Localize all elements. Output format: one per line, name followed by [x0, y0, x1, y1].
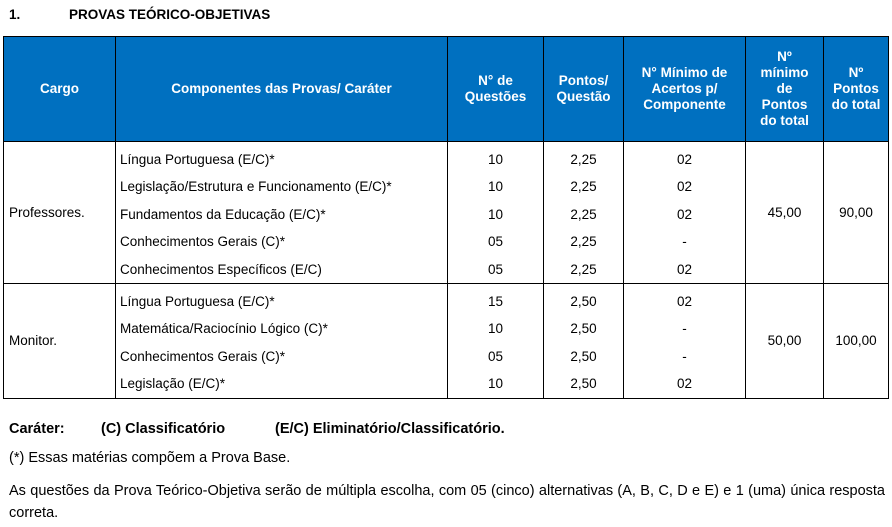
section-title: PROVAS TEÓRICO-OBJETIVAS	[69, 7, 271, 22]
questoes-value: 10	[487, 206, 504, 222]
list-item: Legislação (E/C)*	[120, 376, 226, 392]
legend-eliminatorio: (E/C) Eliminatório/Classificatório.	[275, 421, 505, 437]
pontos-cell	[544, 283, 624, 398]
description-paragraph: As questões da Prova Teórico-Objetiva serão de múltipla escolha, com 05 (cinco) alternativas (A, B, C, D e E) e 1 (uma) única resposta correta.	[9, 483, 885, 521]
minimo-pontos-cell: 50,00	[746, 283, 824, 398]
section-heading	[9, 7, 270, 22]
componentes-cell	[116, 142, 448, 284]
questoes-cell	[448, 142, 544, 284]
minimo-value: 02	[676, 206, 693, 222]
minimo-value: 02	[676, 179, 693, 195]
pontos-value: 2,50	[570, 348, 597, 364]
questoes-value: 05	[487, 234, 504, 250]
exam-table	[3, 36, 889, 399]
footnote: (*) Essas matérias compõem a Prova Base.	[9, 450, 291, 466]
header-pontos-total: Nº Pontos do total	[824, 37, 889, 142]
pontos-total-cell: 100,00	[824, 283, 889, 398]
questoes-value: 05	[487, 261, 504, 277]
minimo-pontos-cell: 45,00	[746, 142, 824, 284]
list-item: Legislação/Estrutura e Funcionamento (E/C)*	[120, 179, 392, 195]
questoes-value: 10	[487, 321, 504, 337]
minimo-acertos-cell	[624, 142, 746, 284]
questoes-cell	[448, 283, 544, 398]
questoes-value: 05	[487, 348, 504, 364]
cargo-cell: Monitor.	[4, 283, 116, 398]
componentes-cell	[116, 283, 448, 398]
legend-classificatorio: (C) Classificatório	[101, 421, 226, 437]
legend-label: Caráter:	[9, 421, 65, 437]
minimo-value: 02	[676, 152, 693, 167]
minimo-value: 02	[676, 376, 693, 392]
minimo-value: -	[682, 234, 687, 250]
pontos-value: 2,50	[570, 376, 597, 392]
pontos-value: 2,25	[570, 234, 597, 250]
header-pontos: Pontos/ Questão	[544, 37, 624, 142]
list-item: Conhecimentos Gerais (C)*	[120, 348, 286, 364]
list-item: Conhecimentos Específicos (E/C)	[120, 261, 322, 277]
header-minimo-acertos: N° Mínimo de Acertos p/ Componente	[624, 37, 746, 142]
minimo-acertos-cell	[624, 283, 746, 398]
minimo-value: -	[682, 348, 687, 364]
minimo-value: 02	[676, 261, 693, 277]
table-header-row	[4, 37, 889, 142]
legend	[9, 421, 505, 437]
pontos-total-cell: 90,00	[824, 142, 889, 284]
list-item: Matemática/Raciocínio Lógico (C)*	[120, 321, 328, 337]
questoes-value: 15	[487, 293, 504, 309]
pontos-cell	[544, 142, 624, 284]
header-cargo: Cargo	[4, 37, 116, 142]
list-item: Conhecimentos Gerais (C)*	[120, 234, 286, 250]
cargo-cell: Professores.	[4, 142, 116, 284]
pontos-value: 2,25	[570, 261, 597, 277]
list-item: Fundamentos da Educação (E/C)*	[120, 206, 326, 222]
pontos-value: 2,50	[570, 293, 597, 309]
list-item: Língua Portuguesa (E/C)*	[120, 152, 275, 167]
table-row-monitor	[4, 283, 889, 398]
minimo-value: -	[682, 321, 687, 337]
list-item: Língua Portuguesa (E/C)*	[120, 293, 275, 309]
header-questoes: N° de Questões	[448, 37, 544, 142]
header-componentes: Componentes das Provas/ Caráter	[116, 37, 448, 142]
minimo-value: 02	[676, 293, 693, 309]
pontos-value: 2,50	[570, 321, 597, 337]
pontos-value: 2,25	[570, 152, 597, 167]
questoes-value: 10	[487, 376, 504, 392]
section-number: 1.	[9, 7, 21, 22]
questoes-value: 10	[487, 179, 504, 195]
pontos-value: 2,25	[570, 179, 597, 195]
table-row-professores	[4, 142, 889, 284]
header-minimo-pontos: Nº mínimo de Pontos do total	[746, 37, 824, 142]
pontos-value: 2,25	[570, 206, 597, 222]
questoes-value: 10	[487, 152, 504, 167]
